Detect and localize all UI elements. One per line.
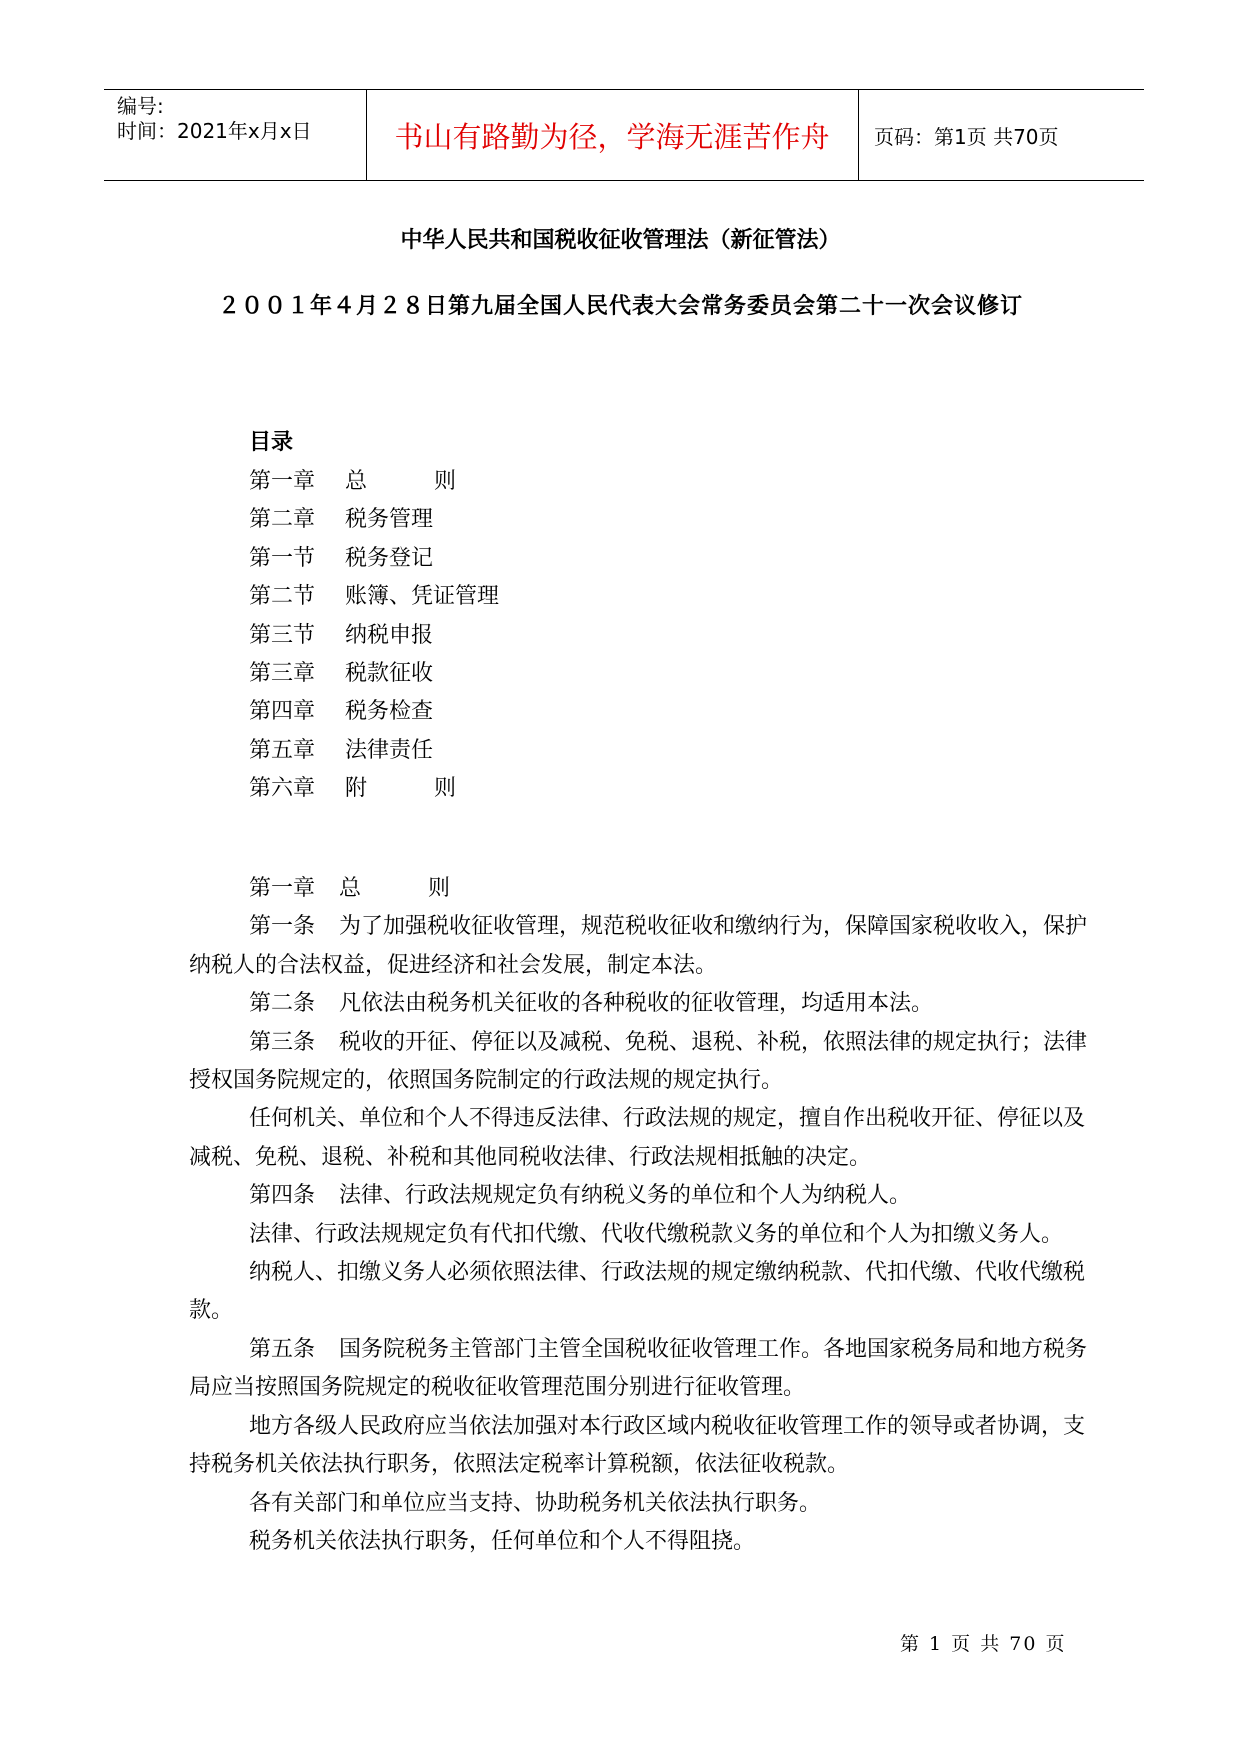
toc-item-number: 第四章 xyxy=(249,699,316,725)
article-text: 为了加强税收征收管理，规范税收征收和缴纳行为，保障国家税收收入，保护纳税人的合法权益，促进经济和社会发展，制定本法。 xyxy=(189,914,1088,978)
toc-item-title: 附 则 xyxy=(345,776,486,802)
table-of-contents xyxy=(249,463,499,809)
article-paragraph xyxy=(189,1523,1089,1561)
toc-item xyxy=(249,655,499,693)
article-paragraph xyxy=(189,1331,1089,1408)
article-label: 第二条 xyxy=(249,991,316,1017)
toc-item-number: 第三节 xyxy=(249,622,316,648)
toc-item-number: 第二章 xyxy=(249,507,316,533)
article-text: 凡依法由税务机关征收的各种税收的征收管理，均适用本法。 xyxy=(339,991,934,1017)
article-paragraph xyxy=(189,1177,1089,1215)
article-text: 法律、行政法规规定负有纳税义务的单位和个人为纳税人。 xyxy=(339,1183,912,1209)
toc-item xyxy=(249,693,499,731)
document-title: 中华人民共和国税收征收管理法（新征管法） xyxy=(400,228,841,253)
toc-item-number: 第二节 xyxy=(249,584,316,610)
document-subtitle: ２００１年４月２８日第九届全国人民代表大会常务委员会第二十一次会议修订 xyxy=(217,294,1023,319)
header-time-label: 时间：2021年x月x日 xyxy=(117,119,312,143)
toc-heading: 目录 xyxy=(249,430,294,455)
header-divider xyxy=(366,90,367,180)
article-label: 第五条 xyxy=(249,1336,316,1362)
toc-item-title: 税款征收 xyxy=(345,660,434,686)
article-paragraph xyxy=(189,1254,1089,1331)
article-text: 任何机关、单位和个人不得违反法律、行政法规的规定，擅自作出税收开征、停征以及减税、免税、退税、补税和其他同税收法律、行政法规相抵触的决定。 xyxy=(189,1106,1086,1170)
toc-item-number: 第一节 xyxy=(249,545,316,571)
toc-item-title: 税务管理 xyxy=(345,507,434,533)
article-text: 纳税人、扣缴义务人必须依照法律、行政法规的规定缴纳税款、代扣代缴、代收代缴税款。 xyxy=(189,1260,1086,1324)
article-label: 第三条 xyxy=(249,1029,316,1055)
chapter-title: 总 则 xyxy=(339,876,481,901)
article-text: 法律、行政法规规定负有代扣代缴、代收代缴税款义务的单位和个人为扣缴义务人。 xyxy=(249,1221,1064,1247)
article-paragraph xyxy=(189,1024,1089,1101)
header-number-label: 编号: xyxy=(117,94,164,118)
header-motto: 书山有路勤为径，学海无涯苦作舟 xyxy=(394,120,830,154)
article-text: 税务机关依法执行职务，任何单位和个人不得阻挠。 xyxy=(249,1528,756,1554)
toc-item xyxy=(249,732,499,770)
toc-item-number: 第一章 xyxy=(249,469,316,494)
article-paragraph xyxy=(189,1408,1089,1485)
article-paragraph xyxy=(189,1100,1089,1177)
toc-item-number: 第三章 xyxy=(249,660,316,686)
toc-item-title: 税务检查 xyxy=(345,699,434,725)
page-footer: 第 1 页 共 70 页 xyxy=(900,1633,1067,1655)
article-text: 国务院税务主管部门主管全国税收征收管理工作。各地国家税务局和地方税务局应当按照国务院规定的税收征收管理范围分别进行征收管理。 xyxy=(189,1336,1088,1401)
toc-item xyxy=(249,540,499,578)
article-paragraph xyxy=(189,985,1089,1023)
toc-item-title: 总 则 xyxy=(345,469,486,494)
toc-item xyxy=(249,501,499,539)
article-paragraph xyxy=(189,908,1089,985)
article-label: 第一条 xyxy=(249,914,316,940)
article-label: 第四条 xyxy=(249,1183,316,1209)
chapter-heading xyxy=(189,870,1089,908)
header-meta xyxy=(117,94,312,144)
chapter-number: 第一章 xyxy=(249,876,316,901)
toc-item xyxy=(249,617,499,655)
header-page-info: 页码：第1页 共70页 xyxy=(874,125,1059,149)
article-text: 地方各级人民政府应当依法加强对本行政区域内税收征收管理工作的领导或者协调，支持税务机关依法执行职务，依照法定税率计算税额，依法征收税款。 xyxy=(189,1413,1086,1478)
toc-item xyxy=(249,770,499,808)
article-text: 各有关部门和单位应当支持、协助税务机关依法执行职务。 xyxy=(249,1490,822,1516)
toc-item-number: 第五章 xyxy=(249,737,316,763)
toc-item-number: 第六章 xyxy=(249,776,316,802)
toc-item xyxy=(249,463,499,501)
header-divider xyxy=(858,90,859,180)
article-paragraph xyxy=(189,1485,1089,1523)
article-text: 税收的开征、停征以及减税、免税、退税、补税，依照法律的规定执行；法律授权国务院规定的，依照国务院制定的行政法规的规定执行。 xyxy=(189,1029,1088,1094)
page-header xyxy=(104,89,1144,181)
toc-item-title: 账簿、凭证管理 xyxy=(345,584,500,610)
article-paragraph xyxy=(189,1216,1089,1254)
toc-item xyxy=(249,578,499,616)
document-body xyxy=(189,870,1089,1561)
toc-item-title: 税务登记 xyxy=(345,545,434,571)
toc-item-title: 纳税申报 xyxy=(345,622,434,648)
toc-item-title: 法律责任 xyxy=(345,737,434,763)
